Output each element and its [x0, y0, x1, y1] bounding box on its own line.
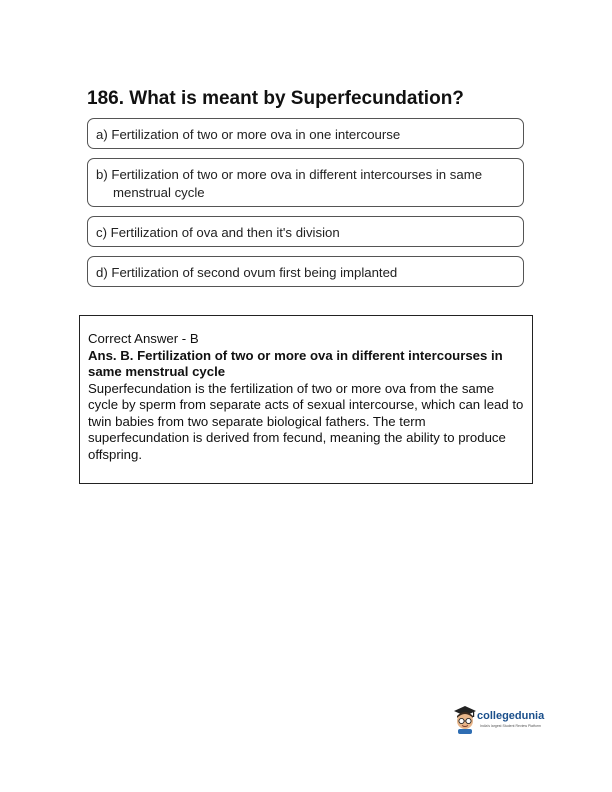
- option-c-text: c) Fertilization of ova and then it's division: [96, 225, 340, 240]
- answer-explanation: Superfecundation is the fertilization of two or more ova from the same cycle by sperm from separate acts of sexual intercourse, which can lead to twin babies from two separate biological fathers. The term superfecundation is derived from fecund, meaning the ability to produce offspring.: [88, 380, 524, 462]
- logo-brand: collegedunia: [477, 710, 545, 722]
- option-b[interactable]: [87, 158, 524, 207]
- option-b-text: b) Fertilization of two or more ova in different intercourses in same menstrual cycle: [96, 167, 483, 200]
- answer-box: [79, 315, 533, 484]
- option-d-text: d) Fertilization of second ovum first being implanted: [96, 265, 398, 280]
- collegedunia-logo: [452, 704, 562, 740]
- option-c[interactable]: [87, 216, 524, 247]
- option-a-text: a) Fertilization of two or more ova in one intercourse: [96, 127, 401, 142]
- option-d[interactable]: [87, 256, 524, 287]
- logo-tagline: India's largest Student Review Platform: [480, 724, 541, 728]
- correct-answer-line: Correct Answer - B: [88, 331, 199, 346]
- question-title: 186. What is meant by Superfecundation?: [87, 88, 464, 109]
- answer-heading: Ans. B. Fertilization of two or more ova in different intercourses in same menstrual cycle: [88, 347, 503, 379]
- mascot-icon: [452, 704, 478, 734]
- option-a[interactable]: [87, 118, 524, 149]
